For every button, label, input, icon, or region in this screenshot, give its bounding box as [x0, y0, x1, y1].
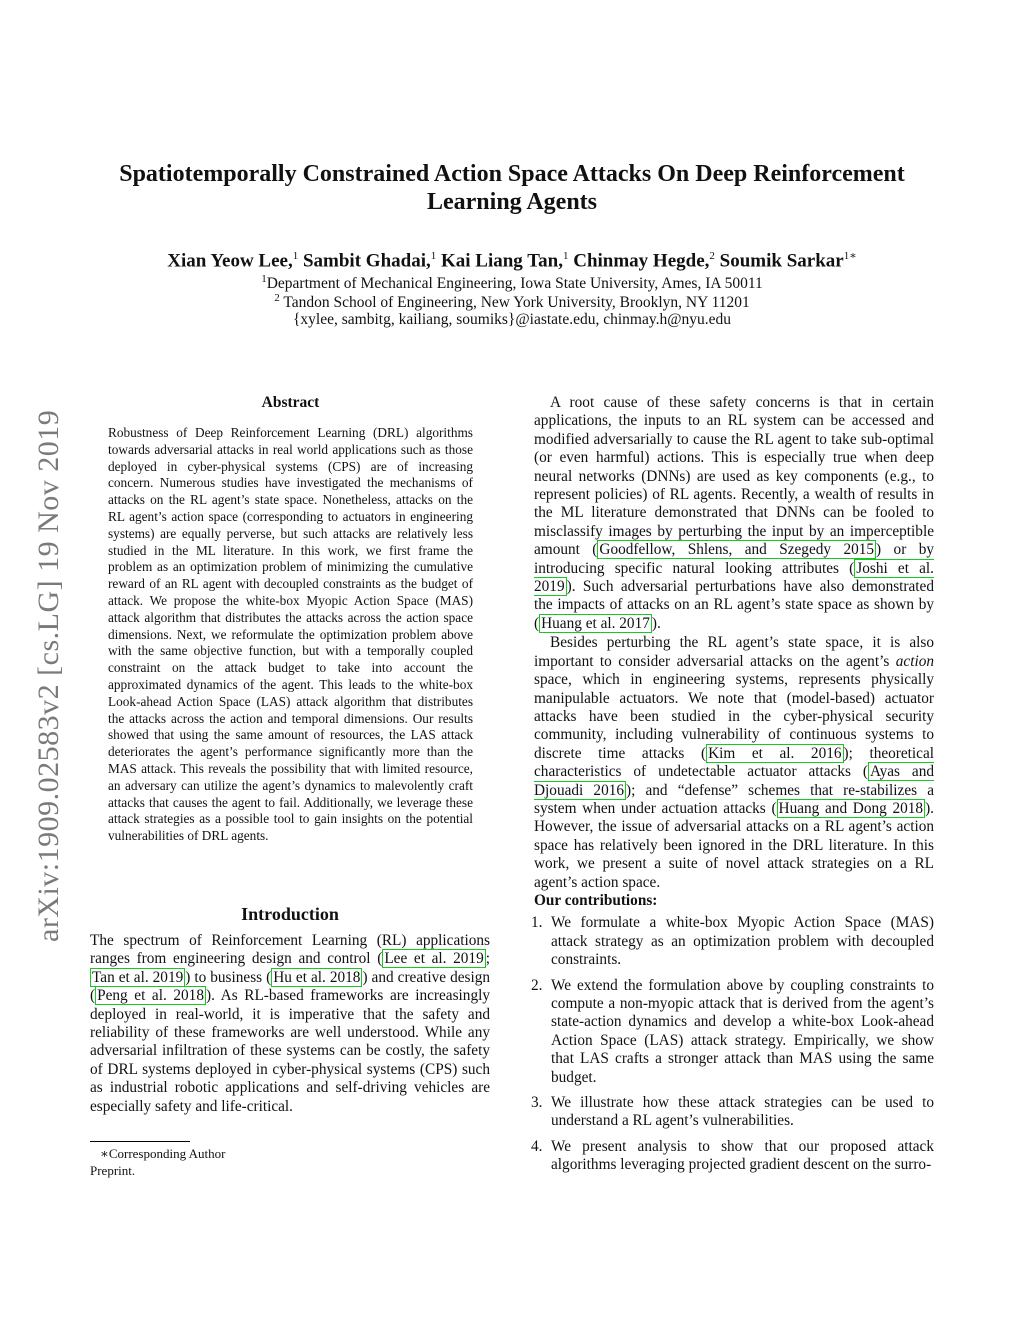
intro-text-run: The spectrum of Reinforcement Learning (RL) applications ranges from engineering design and control ( — [90, 932, 490, 968]
citation-link[interactable]: Lee et al. 2019 — [384, 950, 484, 968]
introduction-heading: Introduction — [241, 904, 339, 924]
citation-link[interactable]: Goodfellow, Shlens, and Szegedy 2015 — [599, 541, 875, 559]
author-affil-mark: 1∗ — [843, 250, 857, 262]
author-affil-mark: 1 — [562, 250, 569, 262]
list-item-text: We formulate a white-box Myopic Action Space (MAS) attack strategy as an optimization problem with decoupled constraints. — [551, 914, 934, 969]
text-run: ). However, the issue of adversarial attacks on a RL agent’s action space has relatively been ignored in the DRL literature. In this work, we present a suite of novel attack strategies on a RL agent’s action space. — [534, 799, 934, 891]
intro-text-run: ; — [485, 950, 490, 968]
text-run: Besides perturbing the RL agent’s state space, it is also important to consider adversarial attacks on the agent’s — [534, 634, 934, 670]
footnote — [90, 1146, 470, 1179]
list-item — [531, 914, 934, 969]
citation-link[interactable]: Tan et al. 2019 — [92, 968, 184, 986]
list-number: 1. — [531, 914, 543, 932]
corresponding-author-note: ∗Corresponding Author — [100, 1146, 226, 1161]
contributions-list — [531, 914, 934, 1174]
affil-mark: 2 — [274, 292, 280, 304]
text-run: ). — [651, 614, 661, 632]
text-run: A root cause of these safety concerns is that in certain applications, the inputs to an RL system can be accessed and modified adversarially to cause the RL agent to take sub-optimal (or even harmful) actions. This is especially true when deep neural networks (DNNs) are used as key components (e.g., to represent policies) of RL agents. Recently, a wealth of results in the ML literature demonstrated that DNNs can be fooled to misclassify images by perturbing the input by an imperceptible amount ( — [534, 394, 934, 559]
contributions-heading: Our contributions: — [534, 891, 658, 909]
list-item-text: We illustrate how these attack strategies can be used to understand a RL agent’s vulnerabilities. — [551, 1094, 934, 1130]
author: Soumik Sarkar — [719, 250, 844, 272]
citation-link[interactable]: Peng et al. 2018 — [97, 987, 204, 1005]
list-item — [531, 1137, 934, 1175]
text-run: ); and “defense” schemes that re-stabilizes a system when under actuation attacks ( — [534, 781, 934, 817]
text-run: ). Such adversarial perturbations have also demonstrated the impacts of attacks on an RL agent’s state space as shown by ( — [534, 578, 934, 632]
introduction-body — [90, 932, 490, 1116]
author-emails: {xylee, sambitg, kailiang, soumiks}@iastate.edu, chinmay.h@nyu.edu — [292, 311, 732, 328]
list-number: 2. — [531, 976, 543, 994]
intro-text-run: ) to business ( — [185, 968, 272, 986]
author: Xian Yeow Lee, — [167, 250, 293, 272]
citation-link[interactable]: Joshi et al. 2019 — [534, 559, 934, 596]
list-item-text: We present analysis to show that our proposed attack algorithms leveraging projected gradient descent on the surro- — [551, 1137, 934, 1174]
paper-title: Spatiotemporally Constrained Action Space Attacks On Deep Reinforcement Learning Agents — [119, 161, 905, 215]
footnote-divider — [90, 1141, 190, 1142]
affiliation-1 — [60, 273, 964, 293]
paragraph — [534, 394, 934, 633]
affiliation-2 — [60, 292, 964, 312]
citation-link[interactable]: Huang et al. 2017 — [541, 614, 650, 632]
emphasis: action — [895, 652, 934, 670]
right-column — [531, 394, 935, 1182]
author-affil-mark: 1 — [292, 250, 299, 262]
list-number: 3. — [531, 1094, 543, 1112]
citation-link[interactable]: Hu et al. 2018 — [273, 968, 361, 986]
text-run: ); theoretical characteristics of undetectable actuator attacks ( — [534, 744, 935, 781]
citation-link[interactable]: Ayas and Djouadi 2016 — [534, 763, 934, 799]
author: Chinmay Hegde, — [573, 250, 710, 272]
paragraph — [534, 634, 934, 892]
list-number: 4. — [531, 1137, 543, 1155]
list-item — [531, 1094, 934, 1131]
affiliation-text: Department of Mechanical Engineering, Iowa State University, Ames, IA 50011 — [266, 275, 763, 293]
intro-text-run: ) and creative design ( — [90, 968, 491, 1005]
affiliation-text: Tandon School of Engineering, New York University, Brooklyn, NY 11201 — [283, 294, 750, 312]
author-affil-mark: 1 — [430, 250, 437, 262]
text-run: space, which in engineering systems, represents physically manipulable actuators. We note that (model-based) actuator attacks have been studied in the cyber-physical security community, including vulnerability of continuous systems to discrete time attacks ( — [534, 671, 934, 762]
arxiv-identifier: arXiv:1909.02583v2 [cs.LG] 19 Nov 2019 — [32, 409, 65, 942]
author-affil-mark: 2 — [709, 250, 715, 262]
abstract-heading: Abstract — [261, 394, 320, 411]
author-list — [60, 249, 964, 272]
list-item-text: We extend the formulation above by coupling constraints to compute a non-myopic attack that is derived from the agent’s state-action dynamics and develop a white-box Look-ahead Action Space (LAS) attack strategy. Empirically, we show that LAS crafts a stronger attack than MAS using the same budget. — [551, 976, 934, 1086]
citation-link[interactable]: Kim et al. 2016 — [708, 744, 842, 762]
preprint-note: Preprint. — [90, 1162, 136, 1178]
author: Kai Liang Tan, — [440, 250, 563, 272]
abstract-body: Robustness of Deep Reinforcement Learning (DRL) algorithms towards adversarial attacks in real world applications such as those deployed in cyber-physical systems (CPS) are of increasing concern. Numerous studies have investigated the mechanisms of attacks on the RL agent’s state space. Nonetheless, attacks on the RL agent’s action space (corresponding to actuators in engineering systems) are equally perverse, but such attacks are relatively less studied in the ML literature. In this work, we first frame the problem as an optimization problem of minimizing the cumulative reward of an RL agent with decoupled constraints as the budget of attack. We propose the white-box Myopic Action Space (MAS) attack algorithm that distributes the attacks across the action space dimensions. Next, we reformulate the optimization problem above with the same objective function, but with a temporally coupled constraint on the attack budget to take into account the approximated dynamics of the agent. This leads to the white-box Look-ahead Action Space (LAS) attack algorithm that distributes the attacks across the action and temporal dimensions. Our results showed that using the same amount of resources, the LAS attack deteriorates the agent’s performance significantly more than the MAS attack. This reveals the possibility that with limited resource, an adversary can utilize the agent’s dynamics to malevolently craft attacks that causes the agent to fail. Additionally, we leverage these attack strategies as a possible tool to gain insights on the potential vulnerabilities of DRL agents. — [108, 425, 473, 844]
affil-mark: 1 — [261, 273, 267, 285]
text-run: ) or by introducing specific natural looking attributes ( — [534, 541, 934, 577]
list-item — [531, 976, 934, 1087]
citation-link[interactable]: Huang and Dong 2018 — [778, 799, 924, 817]
author: Sambit Ghadai, — [302, 250, 431, 272]
intro-text-run: ). As RL-based frameworks are increasingly deployed in real-world, it is imperative that the safety and reliability of these frameworks are well understood. While any adversarial infiltration of these systems can be costly, the safety of DRL systems deployed in cyber-physical systems (CPS) such as industrial robotic applications and self-driving vehicles are especially safety and life-critical. — [90, 987, 490, 1115]
